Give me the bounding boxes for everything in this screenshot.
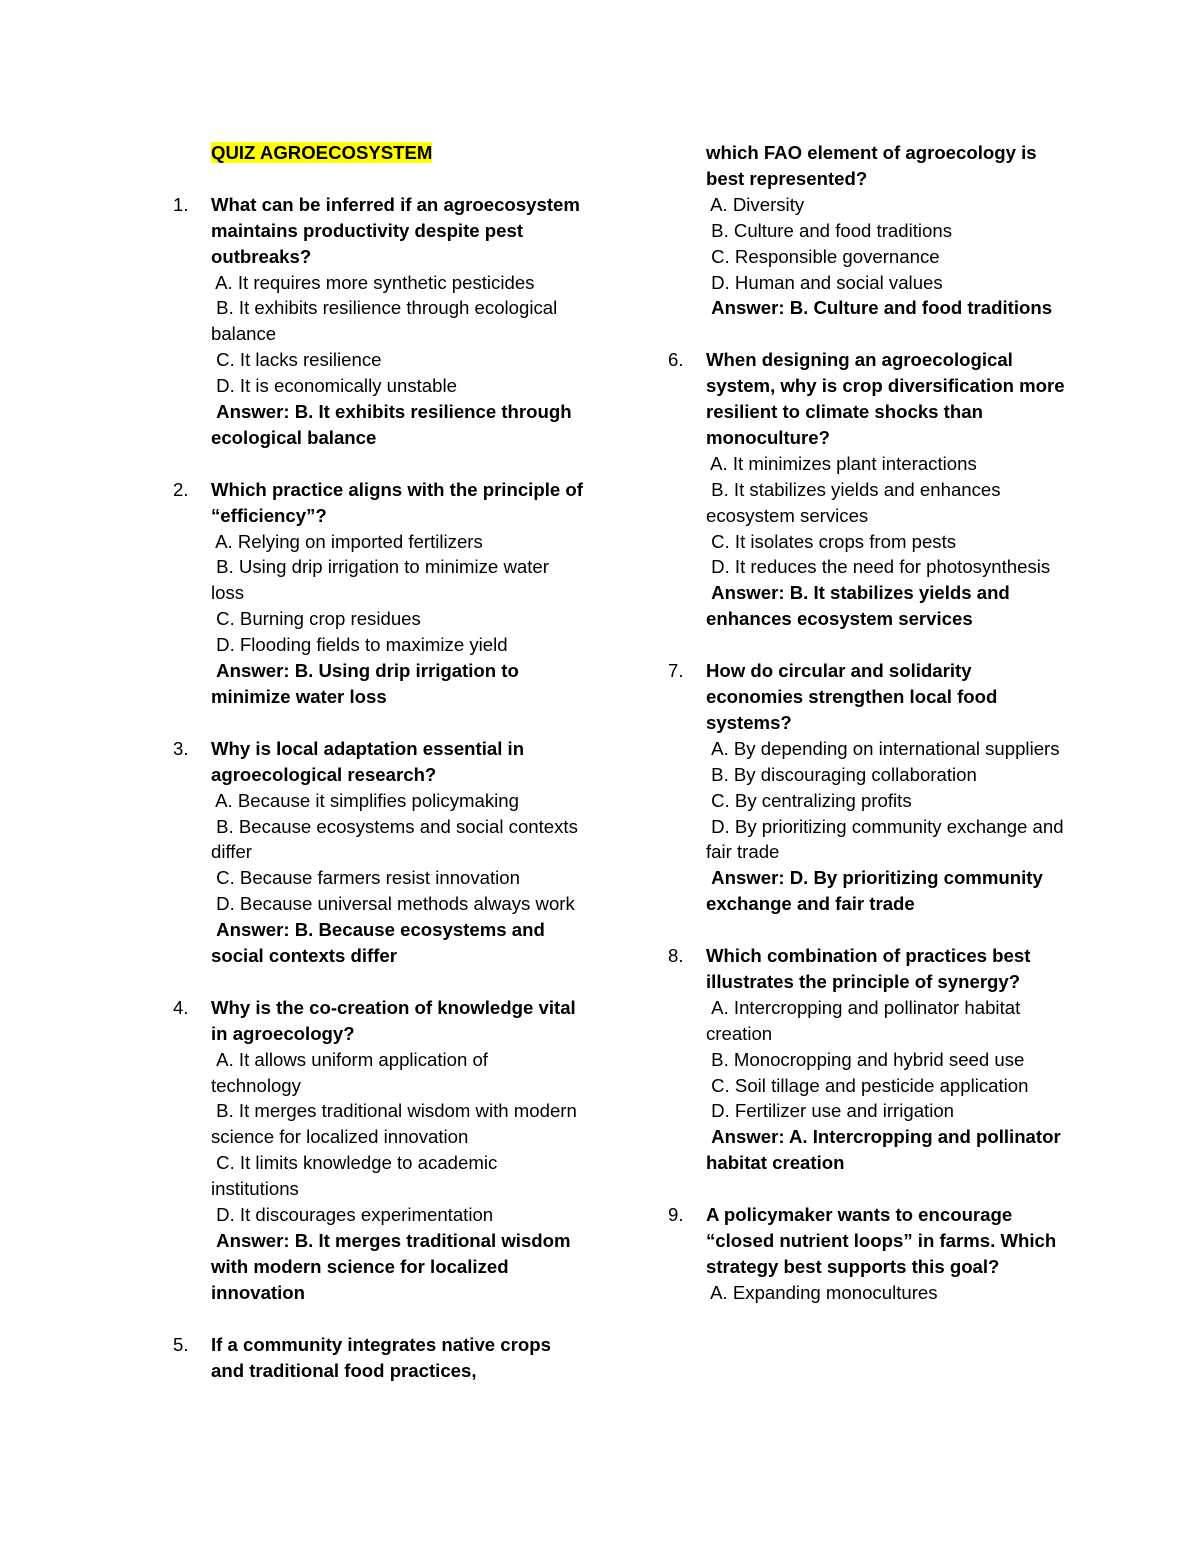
- question-text: Which combination of practices best illustrates the principle of synergy?: [706, 945, 1031, 992]
- question-9: [668, 1202, 1070, 1306]
- answer-line: Answer: D. By prioritizing community exchange and fair trade: [706, 867, 1048, 915]
- answer-line: Answer: B. Using drip irrigation to minimize water loss: [211, 660, 525, 707]
- answer-line: Answer: B. Because ecosystems and social contexts differ: [211, 919, 550, 967]
- option-c: C. It lacks resilience: [211, 349, 382, 371]
- option-d: D. It reduces the need for photosynthesis: [706, 556, 1051, 578]
- answer-line: Answer: B. It merges traditional wisdom with modern science for localized innovation: [211, 1230, 576, 1303]
- option-c: C. Responsible governance: [706, 245, 940, 267]
- question-number: 5.: [173, 1333, 189, 1355]
- question-4: [173, 995, 583, 1306]
- option-d: D. Because universal methods always work: [211, 893, 575, 915]
- question-number: 4.: [173, 996, 189, 1018]
- option-c: C. It limits knowledge to academic institutions: [211, 1152, 503, 1200]
- question-5: [173, 1332, 583, 1384]
- quiz-title: [211, 140, 583, 166]
- question-text: What can be inferred if an agroecosystem maintains productivity despite pest outbreaks?: [211, 193, 580, 267]
- option-d: D. It discourages experimentation: [211, 1204, 494, 1226]
- option-b: B. Culture and food traditions: [706, 219, 952, 241]
- option-b: B. Monocropping and hybrid seed use: [706, 1048, 1025, 1070]
- answer-line: Answer: B. Culture and food traditions: [706, 297, 1053, 319]
- question-number: 2.: [173, 478, 189, 500]
- option-c: C. Because farmers resist innovation: [211, 867, 520, 889]
- option-b: B. It stabilizes yields and enhances ecosystem services: [706, 478, 1006, 526]
- option-a: A. Expanding monocultures: [706, 1281, 938, 1303]
- option-c: C. It isolates crops from pests: [706, 530, 957, 552]
- quiz-title-text: QUIZ AGROECOSYSTEM: [211, 142, 433, 163]
- question-number: 6.: [668, 349, 684, 371]
- left-column: [173, 140, 584, 1383]
- question-number: 7.: [668, 660, 684, 682]
- option-a: A. By depending on international suppliers: [706, 737, 1060, 759]
- right-column: [668, 140, 1070, 1306]
- question-1: [173, 192, 583, 451]
- option-d: D. By prioritizing community exchange and fair trade: [706, 815, 1069, 863]
- option-c: C. By centralizing profits: [706, 789, 912, 811]
- question-number: 9.: [668, 1204, 684, 1226]
- option-d: D. Human and social values: [706, 271, 943, 293]
- question-7: [668, 658, 1070, 917]
- question-8: [668, 943, 1070, 1176]
- option-a: A. Diversity: [706, 193, 805, 215]
- option-d: D. Fertilizer use and irrigation: [706, 1100, 955, 1122]
- question-5-continuation: [706, 140, 1070, 321]
- question-number: 8.: [668, 945, 684, 967]
- question-number: 1.: [173, 193, 189, 215]
- option-a: A. Intercropping and pollinator habitat creation: [706, 996, 1026, 1044]
- answer-line: Answer: B. It exhibits resilience through ecological balance: [211, 401, 577, 448]
- option-d: D. It is economically unstable: [211, 375, 457, 397]
- question-6: [668, 347, 1070, 632]
- option-a: A. It requires more synthetic pesticides: [211, 271, 535, 293]
- answer-line: Answer: A. Intercropping and pollinator habitat creation: [706, 1126, 1066, 1174]
- option-b: B. By discouraging collaboration: [706, 763, 977, 785]
- question-text: How do circular and solidarity economies strengthen local food systems?: [706, 660, 998, 733]
- option-b: B. It exhibits resilience through ecological balance: [211, 297, 563, 345]
- option-a: A. Relying on imported fertilizers: [211, 530, 483, 552]
- question-text: When designing an agroecological system, why is crop diversification more resilient to climate shocks than monoculture?: [706, 349, 1065, 448]
- option-b: B. It merges traditional wisdom with modern science for localized innovation: [211, 1100, 582, 1148]
- question-text: which FAO element of agroecology is best represented?: [706, 142, 1037, 189]
- option-c: C. Soil tillage and pesticide application: [706, 1074, 1029, 1096]
- option-a: A. Because it simplifies policymaking: [211, 789, 519, 811]
- option-a: A. It allows uniform application of technology: [211, 1048, 494, 1096]
- question-number: 3.: [173, 737, 189, 759]
- option-c: C. Burning crop residues: [211, 608, 421, 630]
- question-3: [173, 736, 584, 969]
- question-2: [173, 477, 583, 710]
- question-text: If a community integrates native crops and traditional food practices,: [211, 1333, 551, 1381]
- question-text: A policymaker wants to encourage “closed nutrient loops” in farms. Which strategy best supports this goal?: [706, 1204, 1057, 1277]
- option-d: D. Flooding fields to maximize yield: [211, 634, 508, 656]
- question-text: Why is the co-creation of knowledge vital in agroecology?: [211, 996, 576, 1044]
- answer-line: Answer: B. It stabilizes yields and enhances ecosystem services: [706, 582, 1015, 630]
- question-text: Why is local adaptation essential in agroecological research?: [211, 737, 525, 785]
- question-text: Which practice aligns with the principle of “efficiency”?: [211, 478, 583, 526]
- option-b: B. Using drip irrigation to minimize water loss: [211, 556, 555, 604]
- option-a: A. It minimizes plant interactions: [706, 452, 977, 474]
- option-b: B. Because ecosystems and social contexts differ: [211, 815, 584, 863]
